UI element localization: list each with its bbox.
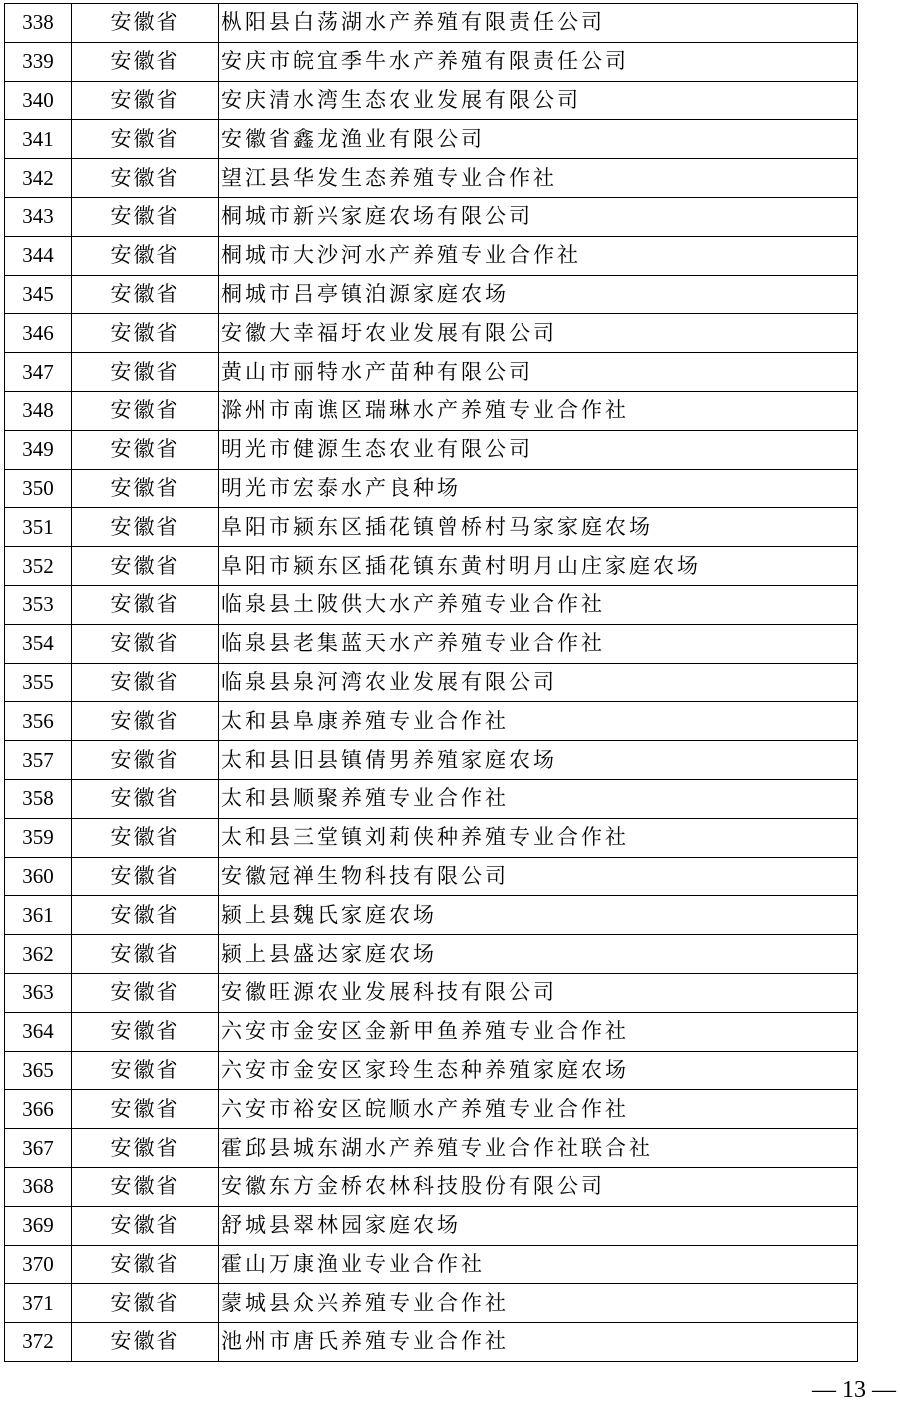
row-number: 363 <box>5 973 72 1012</box>
row-name: 池州市唐氏养殖专业合作社 <box>219 1323 858 1362</box>
row-number: 364 <box>5 1012 72 1051</box>
row-name: 滁州市南谯区瑞琳水产养殖专业合作社 <box>219 391 858 430</box>
row-number: 371 <box>5 1284 72 1323</box>
row-province: 安徽省 <box>72 1051 219 1090</box>
row-number: 349 <box>5 430 72 469</box>
row-number: 341 <box>5 120 72 159</box>
row-name: 桐城市新兴家庭农场有限公司 <box>219 197 858 236</box>
table-row <box>5 935 858 974</box>
row-province: 安徽省 <box>72 585 219 624</box>
table-row <box>5 236 858 275</box>
table-row <box>5 973 858 1012</box>
row-number: 354 <box>5 624 72 663</box>
table-row <box>5 42 858 81</box>
row-number: 362 <box>5 935 72 974</box>
row-province: 安徽省 <box>72 430 219 469</box>
table-row <box>5 508 858 547</box>
row-number: 359 <box>5 818 72 857</box>
row-name: 临泉县老集蓝天水产养殖专业合作社 <box>219 624 858 663</box>
row-province: 安徽省 <box>72 4 219 43</box>
row-province: 安徽省 <box>72 236 219 275</box>
row-province: 安徽省 <box>72 663 219 702</box>
table-row <box>5 624 858 663</box>
row-name: 桐城市吕亭镇泊源家庭农场 <box>219 275 858 314</box>
table-row <box>5 430 858 469</box>
row-name: 明光市宏泰水产良种场 <box>219 469 858 508</box>
row-province: 安徽省 <box>72 81 219 120</box>
row-number: 372 <box>5 1323 72 1362</box>
row-name: 六安市裕安区皖顺水产养殖专业合作社 <box>219 1090 858 1129</box>
row-name: 枞阳县白荡湖水产养殖有限责任公司 <box>219 4 858 43</box>
row-number: 350 <box>5 469 72 508</box>
row-province: 安徽省 <box>72 1167 219 1206</box>
row-number: 366 <box>5 1090 72 1129</box>
table-row <box>5 1051 858 1090</box>
row-name: 霍邱县城东湖水产养殖专业合作社联合社 <box>219 1129 858 1168</box>
row-name: 颍上县盛达家庭农场 <box>219 935 858 974</box>
row-number: 365 <box>5 1051 72 1090</box>
row-province: 安徽省 <box>72 973 219 1012</box>
table-row <box>5 585 858 624</box>
row-name: 黄山市丽特水产苗种有限公司 <box>219 353 858 392</box>
row-number: 360 <box>5 857 72 896</box>
row-province: 安徽省 <box>72 120 219 159</box>
row-number: 356 <box>5 702 72 741</box>
row-number: 358 <box>5 779 72 818</box>
row-name: 临泉县泉河湾农业发展有限公司 <box>219 663 858 702</box>
row-number: 352 <box>5 547 72 586</box>
table-row <box>5 159 858 198</box>
row-name: 阜阳市颍东区插花镇曾桥村马家家庭农场 <box>219 508 858 547</box>
row-name: 明光市健源生态农业有限公司 <box>219 430 858 469</box>
row-number: 338 <box>5 4 72 43</box>
row-province: 安徽省 <box>72 1129 219 1168</box>
table-row <box>5 391 858 430</box>
row-province: 安徽省 <box>72 857 219 896</box>
row-province: 安徽省 <box>72 741 219 780</box>
row-province: 安徽省 <box>72 1245 219 1284</box>
row-number: 369 <box>5 1206 72 1245</box>
row-number: 343 <box>5 197 72 236</box>
row-province: 安徽省 <box>72 197 219 236</box>
row-province: 安徽省 <box>72 935 219 974</box>
row-province: 安徽省 <box>72 1323 219 1362</box>
row-name: 桐城市大沙河水产养殖专业合作社 <box>219 236 858 275</box>
row-name: 阜阳市颍东区插花镇东黄村明月山庄家庭农场 <box>219 547 858 586</box>
table-row <box>5 1090 858 1129</box>
row-name: 蒙城县众兴养殖专业合作社 <box>219 1284 858 1323</box>
row-name: 安徽东方金桥农林科技股份有限公司 <box>219 1167 858 1206</box>
table-row <box>5 818 858 857</box>
row-name: 舒城县翠林园家庭农场 <box>219 1206 858 1245</box>
table-row <box>5 547 858 586</box>
row-name: 安庆清水湾生态农业发展有限公司 <box>219 81 858 120</box>
row-name: 霍山万康渔业专业合作社 <box>219 1245 858 1284</box>
table-row <box>5 857 858 896</box>
table-row <box>5 779 858 818</box>
table-row <box>5 702 858 741</box>
row-province: 安徽省 <box>72 1284 219 1323</box>
table-row <box>5 4 858 43</box>
row-province: 安徽省 <box>72 702 219 741</box>
row-province: 安徽省 <box>72 818 219 857</box>
row-province: 安徽省 <box>72 159 219 198</box>
table-row <box>5 741 858 780</box>
row-province: 安徽省 <box>72 314 219 353</box>
table-row <box>5 663 858 702</box>
row-name: 太和县阜康养殖专业合作社 <box>219 702 858 741</box>
row-name: 六安市金安区家玲生态种养殖家庭农场 <box>219 1051 858 1090</box>
row-province: 安徽省 <box>72 353 219 392</box>
table-row <box>5 81 858 120</box>
row-name: 安徽大幸福圩农业发展有限公司 <box>219 314 858 353</box>
page-number: — 13 — <box>812 1377 896 1403</box>
table-row <box>5 1245 858 1284</box>
registry-table <box>4 3 858 1362</box>
row-province: 安徽省 <box>72 1012 219 1051</box>
row-number: 355 <box>5 663 72 702</box>
row-name: 安徽冠禅生物科技有限公司 <box>219 857 858 896</box>
row-number: 357 <box>5 741 72 780</box>
table-row <box>5 314 858 353</box>
table-row <box>5 1167 858 1206</box>
table-row <box>5 1012 858 1051</box>
row-number: 344 <box>5 236 72 275</box>
row-number: 353 <box>5 585 72 624</box>
row-province: 安徽省 <box>72 275 219 314</box>
row-province: 安徽省 <box>72 624 219 663</box>
row-name: 太和县顺聚养殖专业合作社 <box>219 779 858 818</box>
row-number: 348 <box>5 391 72 430</box>
row-number: 339 <box>5 42 72 81</box>
row-name: 六安市金安区金新甲鱼养殖专业合作社 <box>219 1012 858 1051</box>
row-number: 351 <box>5 508 72 547</box>
table-row <box>5 1323 858 1362</box>
row-name: 安徽省鑫龙渔业有限公司 <box>219 120 858 159</box>
row-number: 361 <box>5 896 72 935</box>
row-province: 安徽省 <box>72 469 219 508</box>
row-name: 临泉县土陂供大水产养殖专业合作社 <box>219 585 858 624</box>
row-number: 347 <box>5 353 72 392</box>
row-number: 368 <box>5 1167 72 1206</box>
row-name: 太和县旧县镇倩男养殖家庭农场 <box>219 741 858 780</box>
row-number: 342 <box>5 159 72 198</box>
row-province: 安徽省 <box>72 508 219 547</box>
table-row <box>5 1284 858 1323</box>
row-number: 340 <box>5 81 72 120</box>
table-row <box>5 1206 858 1245</box>
table-row <box>5 353 858 392</box>
row-name: 安庆市皖宜季牛水产养殖有限责任公司 <box>219 42 858 81</box>
row-province: 安徽省 <box>72 779 219 818</box>
table-row <box>5 1129 858 1168</box>
table-row <box>5 120 858 159</box>
row-province: 安徽省 <box>72 896 219 935</box>
row-name: 太和县三堂镇刘莉侠种养殖专业合作社 <box>219 818 858 857</box>
table-row <box>5 469 858 508</box>
row-number: 370 <box>5 1245 72 1284</box>
row-number: 367 <box>5 1129 72 1168</box>
table-row <box>5 197 858 236</box>
row-province: 安徽省 <box>72 1090 219 1129</box>
row-province: 安徽省 <box>72 391 219 430</box>
row-name: 望江县华发生态养殖专业合作社 <box>219 159 858 198</box>
row-number: 345 <box>5 275 72 314</box>
row-province: 安徽省 <box>72 1206 219 1245</box>
table-row <box>5 275 858 314</box>
row-name: 安徽旺源农业发展科技有限公司 <box>219 973 858 1012</box>
table-body <box>5 4 858 1362</box>
row-number: 346 <box>5 314 72 353</box>
row-province: 安徽省 <box>72 547 219 586</box>
table-row <box>5 896 858 935</box>
row-name: 颍上县魏氏家庭农场 <box>219 896 858 935</box>
row-province: 安徽省 <box>72 42 219 81</box>
